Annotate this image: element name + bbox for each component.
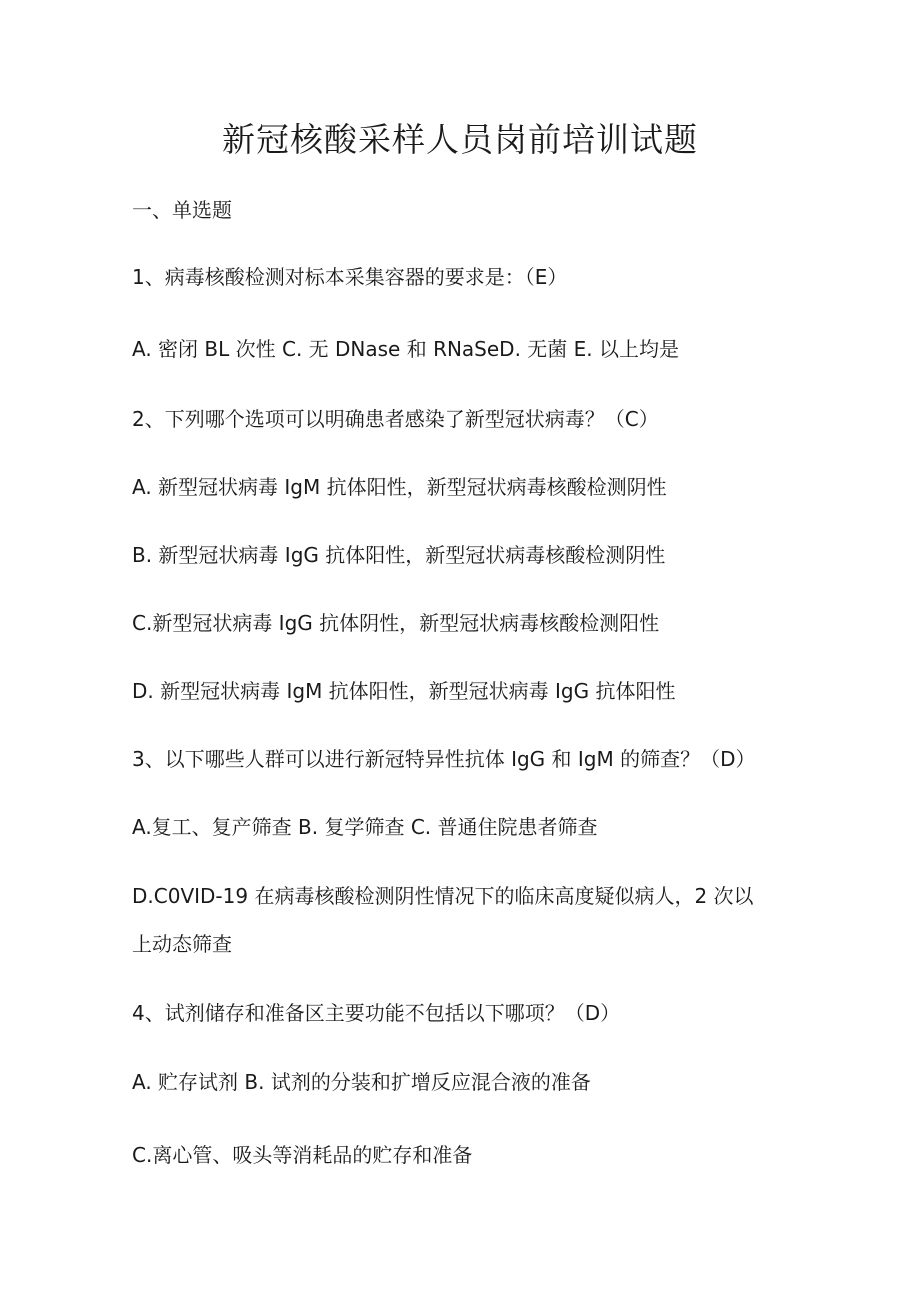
question-2-option-a: A. 新型冠状病毒 IgM 抗体阳性，新型冠状病毒核酸检测阴性 bbox=[132, 475, 667, 499]
question-3-option-d-continued: 上动态筛查 bbox=[132, 932, 232, 956]
question-4-option-c: C.离心管、吸头等消耗品的贮存和准备 bbox=[132, 1143, 473, 1167]
section-heading: 一、单选题 bbox=[132, 198, 232, 222]
question-2-stem: 2、下列哪个选项可以明确患者感染了新型冠状病毒？（C） bbox=[132, 407, 659, 431]
question-3-stem: 3、以下哪些人群可以进行新冠特异性抗体 IgG 和 IgM 的筛查？（D） bbox=[132, 747, 756, 771]
question-4-option-ab: A. 贮存试剂 B. 试剂的分装和扩增反应混合液的准备 bbox=[132, 1070, 591, 1094]
question-2-option-d: D. 新型冠状病毒 IgM 抗体阳性，新型冠状病毒 IgG 抗体阳性 bbox=[132, 679, 676, 703]
question-2-option-b: B. 新型冠状病毒 IgG 抗体阳性，新型冠状病毒核酸检测阴性 bbox=[132, 543, 666, 567]
question-4-stem: 4、试剂储存和准备区主要功能不包括以下哪项？（D） bbox=[132, 1001, 621, 1025]
question-1-stem: 1、病毒核酸检测对标本采集容器的要求是：（E） bbox=[132, 265, 568, 289]
page-title: 新冠核酸采样人员岗前培训试题 bbox=[222, 120, 698, 159]
question-3-option-d: D.C0VID-19 在病毒核酸检测阴性情况下的临床高度疑似病人，2 次以 bbox=[132, 884, 754, 908]
question-2-option-c: C.新型冠状病毒 IgG 抗体阴性，新型冠状病毒核酸检测阳性 bbox=[132, 611, 660, 635]
question-3-option-abc: A.复工、复产筛查 B. 复学筛查 C. 普通住院患者筛查 bbox=[132, 815, 598, 839]
question-1-option-line: A. 密闭 BL 次性 C. 无 DNase 和 RNaSeD. 无菌 E. 以上均是 bbox=[132, 337, 680, 361]
